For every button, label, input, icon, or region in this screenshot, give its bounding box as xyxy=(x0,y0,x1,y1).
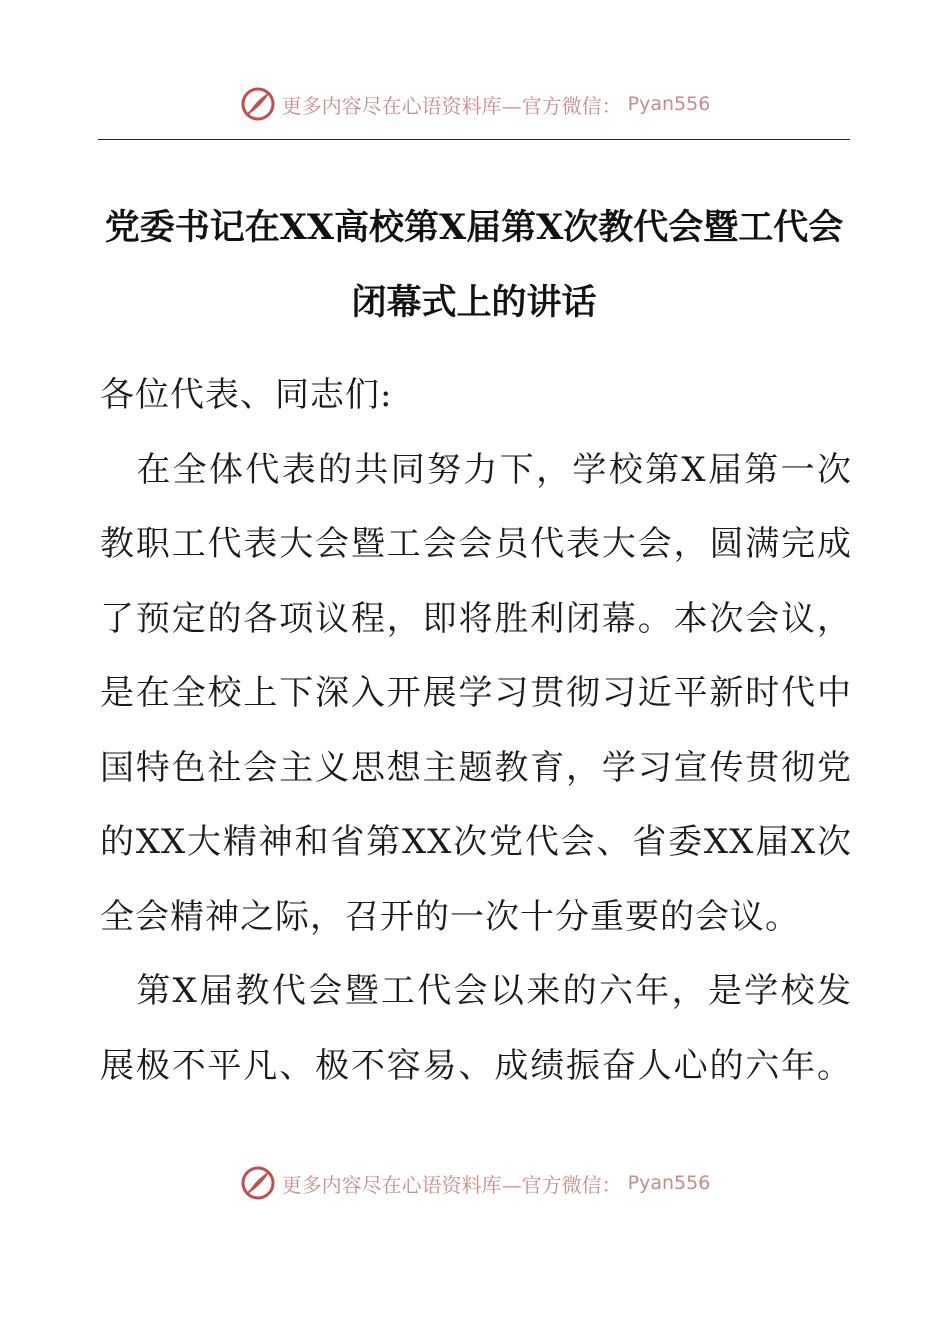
watermark-text: 更多内容尽在心语资料库—官方微信： xyxy=(281,1172,622,1197)
quill-logo-icon xyxy=(240,86,276,122)
header-watermark xyxy=(0,84,950,124)
quill-logo-icon xyxy=(240,1165,276,1201)
watermark-text: 更多内容尽在心语资料库—官方微信： xyxy=(281,93,622,118)
footer-watermark xyxy=(0,1163,950,1203)
document-body xyxy=(100,358,852,1103)
header-divider xyxy=(98,139,850,140)
salutation: 各位代表、同志们: xyxy=(100,375,393,415)
paragraph-1-line-5: 国特色社会主义思想主题教育，学习宣传贯彻党 xyxy=(100,747,852,788)
paragraph-1-line-3: 了预定的各项议程，即将胜利闭幕。本次会议， xyxy=(100,598,852,639)
paragraph-1-line-4: 是在全校上下深入开展学习贯彻习近平新时代中 xyxy=(100,673,852,713)
document-title xyxy=(98,190,850,340)
paragraph-2-line-2: 展极不平凡、极不容易、成绩振奋人心的六年。 xyxy=(100,1045,852,1086)
watermark-wechat-id: Pyan556 xyxy=(627,1172,711,1194)
paragraph-1-line-7: 全会精神之际，召开的一次十分重要的会议。 xyxy=(100,896,800,937)
paragraph-1-line-1: 在全体代表的共同努力下，学校第X届第一次 xyxy=(100,449,852,490)
watermark-wechat-id: Pyan556 xyxy=(627,93,711,115)
title-line-1: 党委书记在XX高校第X届第X次教代会暨工代会 xyxy=(104,207,844,248)
paragraph-1-line-6: 的XX大精神和省第XX次党代会、省委XX届X次 xyxy=(100,822,852,862)
paragraph-1-line-2: 教职工代表大会暨工会会员代表大会，圆满完成 xyxy=(100,524,852,564)
paragraph-2-line-1: 第X届教代会暨工代会以来的六年，是学校发 xyxy=(100,971,852,1011)
title-line-2: 闭幕式上的讲话 xyxy=(351,282,597,323)
